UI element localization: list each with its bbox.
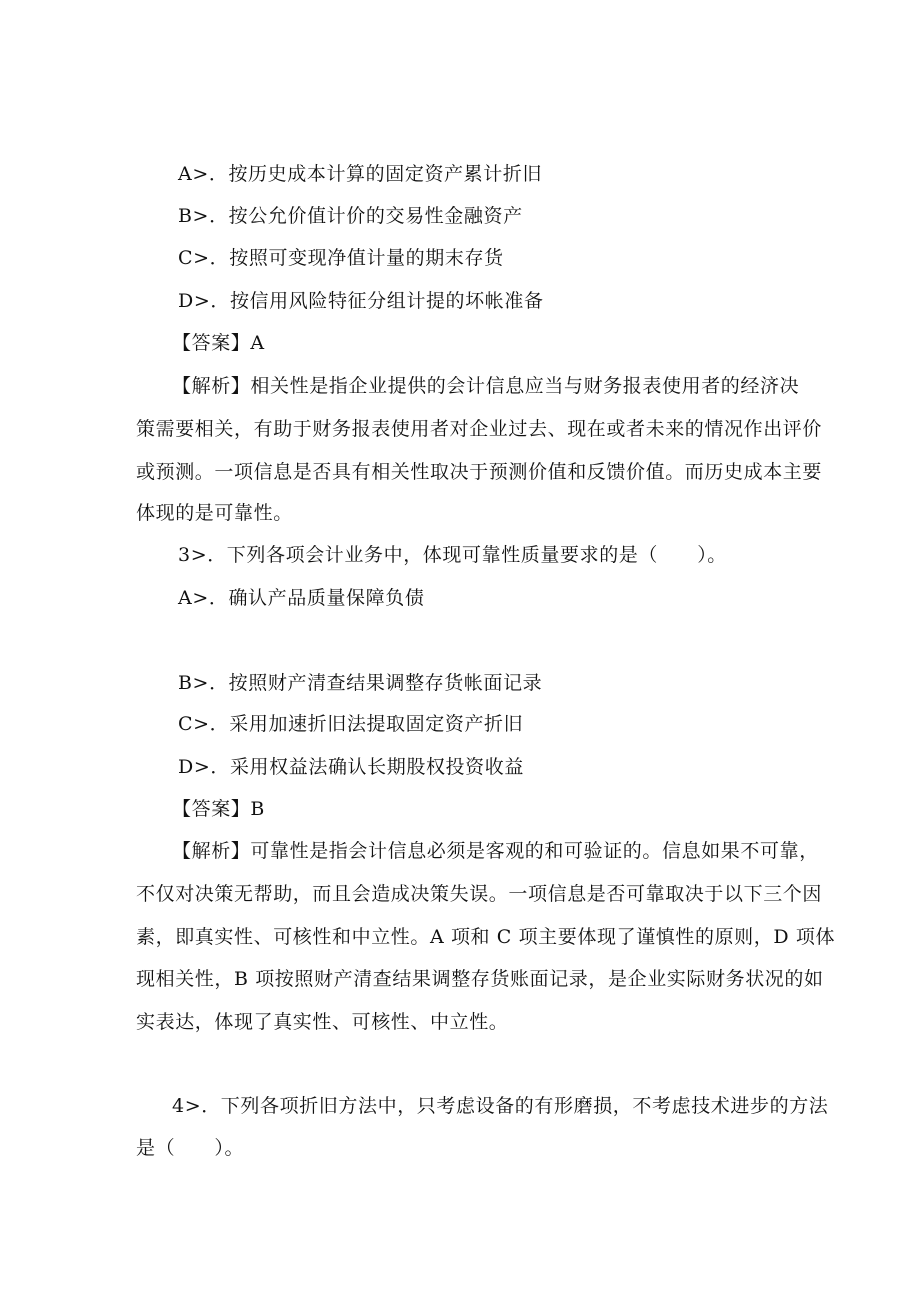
q3-option-b: B>．按照财产清查结果调整存货帐面记录: [178, 672, 543, 694]
q2-answer: 【答案】A: [172, 332, 265, 354]
q2-option-a: A>．按历史成本计算的固定资产累计折旧: [178, 163, 543, 185]
q3-analysis-line: 不仅对决策无帮助，而且会造成决策失误。一项信息是否可靠取决于以下三个因: [136, 883, 823, 905]
q2-option-c: C>．按照可变现净值计量的期末存货: [178, 247, 504, 269]
q3-answer: 【答案】B: [172, 798, 265, 820]
q2-option-b: B>．按公允价值计价的交易性金融资产: [178, 205, 523, 227]
q2-analysis-line: 策需要相关，有助于财务报表使用者对企业过去、现在或者未来的情况作出评价: [136, 418, 823, 440]
q3-analysis-line: 【解析】可靠性是指会计信息必须是客观的和可验证的。信息如果不可靠，: [172, 840, 819, 862]
q3-option-d: D>．采用权益法确认长期股权投资收益: [178, 756, 524, 778]
q3-analysis-line: 素，即真实性、可核性和中立性。A 项和 C 项主要体现了谨慎性的原则，D 项体: [136, 926, 836, 948]
q2-analysis-line: 【解析】相关性是指企业提供的会计信息应当与财务报表使用者的经济决: [172, 375, 800, 397]
q3-stem: 3>．下列各项会计业务中，体现可靠性质量要求的是（ ）。: [178, 544, 727, 566]
q3-analysis-line: 现相关性，B 项按照财产清查结果调整存货账面记录，是企业实际财务状况的如: [136, 968, 824, 990]
q2-analysis-line: 或预测。一项信息是否具有相关性取决于预测价值和反馈价值。而历史成本主要: [136, 461, 823, 483]
q3-analysis-line: 实表达，体现了真实性、可核性、中立性。: [136, 1011, 509, 1033]
q4-stem-line: 4>．下列各项折旧方法中，只考虑设备的有形磨损，不考虑技术进步的方法: [172, 1095, 829, 1117]
q4-stem-line: 是（ ）。: [136, 1137, 245, 1159]
q2-option-d: D>．按信用风险特征分组计提的坏帐准备: [178, 290, 544, 312]
q3-option-c: C>．采用加速折旧法提取固定资产折旧: [178, 713, 524, 735]
q2-analysis-line: 体现的是可靠性。: [136, 502, 293, 524]
q3-option-a: A>．确认产品质量保障负债: [178, 587, 425, 609]
